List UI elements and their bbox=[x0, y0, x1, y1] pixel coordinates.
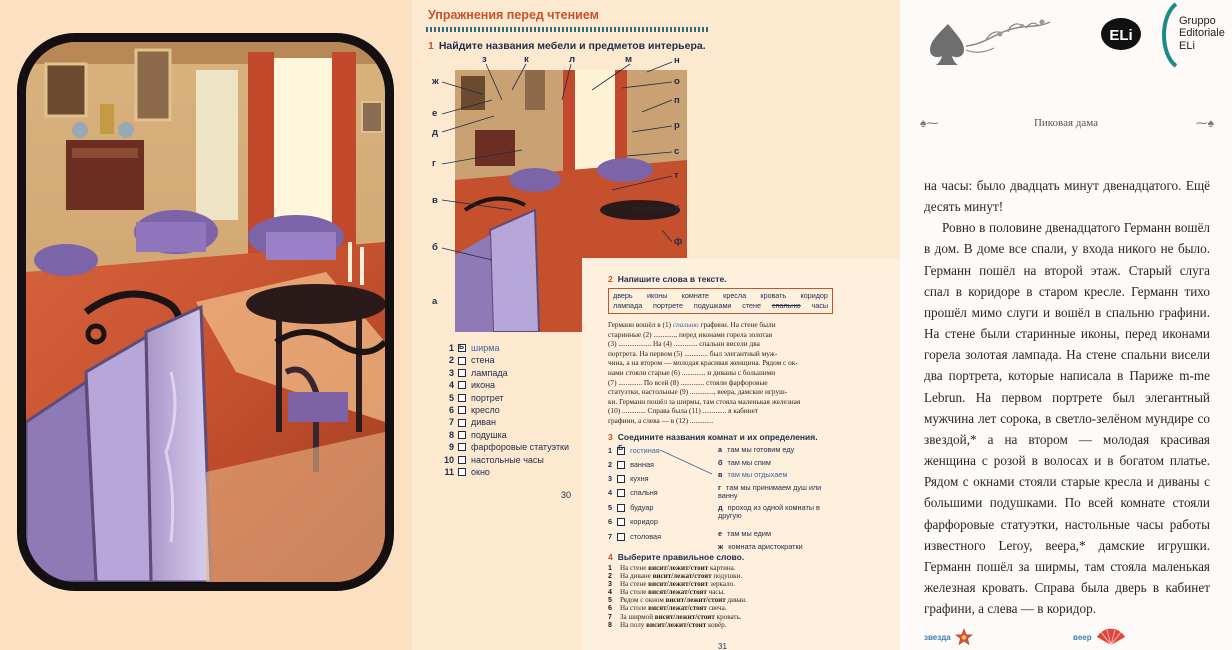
used-word: спальню bbox=[771, 301, 801, 310]
answer-checkbox[interactable] bbox=[458, 406, 466, 414]
answer-checkbox[interactable] bbox=[617, 475, 625, 483]
picture-label: а bbox=[432, 296, 438, 307]
spade-icon: ⁓♠ bbox=[1195, 116, 1214, 130]
answer-checkbox[interactable] bbox=[617, 461, 625, 469]
answer-checkbox[interactable] bbox=[617, 489, 625, 497]
fan-icon bbox=[1096, 628, 1126, 646]
paragraph: на часы: было двадцать минут двенадцатого. Ещё десять минут! bbox=[924, 178, 1210, 215]
list-item: 6 На столе висят/лежат/стоят свеча. bbox=[608, 604, 727, 613]
list-item: 9 фарфоровые статуэтки bbox=[448, 442, 570, 453]
picture-label: м bbox=[625, 54, 633, 65]
picture-label: к bbox=[524, 54, 529, 65]
list-item: 1 На стене висит/лежит/стоит картина. bbox=[608, 564, 736, 572]
word-choice[interactable]: висит/лежит/стоит bbox=[646, 620, 707, 629]
publisher-name: Gruppo Editoriale ELi bbox=[1179, 15, 1225, 52]
picture-label: т bbox=[674, 170, 679, 181]
list-item: 7 За ширмой висит/лежит/стоит кровать. bbox=[608, 612, 742, 621]
answer-checkbox[interactable] bbox=[458, 456, 466, 464]
exercises-2-4-panel bbox=[582, 258, 900, 650]
list-item: 6 кресло bbox=[448, 404, 500, 415]
answer-checkbox[interactable] bbox=[458, 357, 466, 365]
picture-label: у bbox=[674, 202, 680, 213]
room-item: 1 Б гостиная bbox=[608, 446, 660, 455]
word-choice[interactable]: висит/лежит/стоит bbox=[648, 564, 709, 572]
definition-item: б там мы спим bbox=[718, 458, 771, 467]
running-head: Пиковая дама bbox=[1033, 117, 1099, 129]
word-choice[interactable]: висит/лежит/стоит bbox=[654, 612, 715, 621]
answer-checkbox[interactable] bbox=[458, 468, 466, 476]
fill-in-text: Германн вошёл в (1) спальню графини. На стене были старинные (2) ............, перед иконами горела золотая (3) .................. На (4) ............. спальни висели два портрета. На первом (5) ............. был элегантный муж- чина, а на втором — молодая красивая женщина. Рядом с ок- нами стояли старые (6) ............. и диваны с большими (7) ............. По всей (8) ............. стояли фарфоровые статуэтки, настольные (9) ............., веера, дамские игруш- ки. Германн пошёл за ширмы, там стояла маленькая железная (10) ............. Справа была (11) ............. в кабинет графини, а слева — в (12) ............. bbox=[608, 320, 801, 425]
picture-label: с bbox=[674, 146, 680, 157]
list-item: 3 лампада bbox=[448, 367, 508, 378]
gloss-fan: веер bbox=[1073, 628, 1126, 646]
picture-label: л bbox=[569, 54, 576, 65]
bedroom-illustration bbox=[26, 42, 385, 582]
picture-label: з bbox=[482, 54, 487, 65]
definition-item: д проход из одной комнаты в другую bbox=[718, 503, 820, 521]
list-item: 3 На стене висит/лежит/стоит зеркало. bbox=[608, 580, 735, 589]
answer-checkbox[interactable] bbox=[458, 431, 466, 439]
picture-label: н bbox=[674, 55, 680, 66]
list-item: 2 стена bbox=[448, 355, 495, 366]
list-item: 2 На диване висит/лежат/стоят подушки. bbox=[608, 572, 743, 581]
choose-word-exercise bbox=[608, 564, 848, 629]
publisher-arc-icon bbox=[1156, 2, 1178, 68]
list-item: 10 настольные часы bbox=[443, 454, 544, 465]
exercise-number: 1 bbox=[428, 40, 434, 52]
list-item: 4 На столе висят/лежат/стоят часы. bbox=[608, 588, 726, 597]
word-choice[interactable]: висят/лежат/стоят bbox=[648, 604, 707, 613]
word-choice[interactable]: висит/лежат/стоят bbox=[652, 572, 712, 581]
picture-label: ф bbox=[674, 236, 683, 247]
word-choice[interactable]: висит/лежит/стоит bbox=[648, 580, 709, 589]
room-item: 7 столовая bbox=[608, 532, 662, 541]
picture-label: о bbox=[674, 76, 680, 87]
room-item: 6 коридор bbox=[608, 517, 658, 526]
exercise-4-title: 4 Выберите правильное слово. bbox=[608, 552, 745, 562]
room-item: 3 кухня bbox=[608, 474, 649, 483]
picture-label: в bbox=[432, 195, 438, 206]
picture-label: п bbox=[674, 95, 680, 106]
answer-checkbox[interactable] bbox=[458, 344, 466, 352]
exercise-1-title bbox=[428, 40, 706, 52]
section-heading: Упражнения перед чтением bbox=[428, 8, 599, 22]
room-item: 4 спальня bbox=[608, 488, 658, 497]
answer-checkbox[interactable] bbox=[458, 369, 466, 377]
list-item: 5 Рядом с окном висит/лежит/стоит диван. bbox=[608, 596, 747, 605]
answer-checkbox[interactable] bbox=[617, 447, 625, 455]
answer-checkbox[interactable] bbox=[458, 419, 466, 427]
exercise-instruction: Найдите названия мебели и предметов интерьера. bbox=[438, 40, 706, 52]
spade-icon: ♠⁓ bbox=[920, 116, 939, 130]
word-bank: дверь иконы комнате кресла кровать коридор лампада портрете подушками стене спальню часы bbox=[608, 288, 833, 314]
list-item: 4 икона bbox=[448, 380, 496, 391]
picture-label: г bbox=[432, 158, 436, 169]
exercise-3-title: 3 Соедините названия комнат и их определения. bbox=[608, 432, 818, 442]
answer-blank[interactable]: спальню bbox=[672, 320, 699, 329]
spade-ornament-icon bbox=[926, 10, 1056, 66]
picture-label: ж bbox=[432, 76, 439, 87]
answer-checkbox[interactable] bbox=[617, 533, 625, 541]
word-choice[interactable]: висит/лежит/стоит bbox=[665, 596, 726, 605]
illustration-frame bbox=[17, 33, 394, 591]
answer-checkbox[interactable] bbox=[617, 518, 625, 526]
illustration-page bbox=[0, 0, 412, 650]
room-item: 5 будуар bbox=[608, 503, 654, 512]
list-item: 8 На полу висит/лежит/стоит ковёр. bbox=[608, 620, 727, 629]
definition-item: ж комната аристократки bbox=[718, 542, 803, 551]
eli-logo bbox=[1100, 16, 1142, 52]
logo-lettering: ELi bbox=[1109, 27, 1133, 44]
exercises-page bbox=[412, 0, 900, 650]
story-page bbox=[900, 0, 1232, 650]
story-text bbox=[924, 175, 1210, 619]
answer-checkbox[interactable] bbox=[458, 381, 466, 389]
exercise-2-title: 2 Напишите слова в тексте. bbox=[608, 274, 727, 284]
list-item: 8 подушка bbox=[448, 429, 507, 440]
list-item: 5 портрет bbox=[448, 392, 504, 403]
definition-item: г там мы принимаем душ или ванну bbox=[718, 483, 822, 501]
definition-item: а там мы готовим еду bbox=[718, 445, 795, 454]
picture-label: р bbox=[674, 120, 680, 131]
word-choice[interactable]: висят/лежат/стоят bbox=[648, 588, 707, 597]
vocabulary-list bbox=[440, 342, 569, 478]
picture-label: д bbox=[432, 127, 439, 138]
answer-checkbox[interactable] bbox=[617, 504, 625, 512]
picture-label: е bbox=[432, 108, 438, 119]
list-item: 1 Б ширма bbox=[440, 342, 569, 354]
heading-rule bbox=[426, 27, 708, 32]
room-item: 2 ванная bbox=[608, 460, 654, 469]
definition-item: в там мы отдыхаем bbox=[718, 470, 788, 479]
page-number: 30 bbox=[561, 490, 572, 500]
page-number: 31 bbox=[718, 642, 727, 650]
picture-label: б bbox=[432, 242, 438, 253]
answer-checkbox[interactable] bbox=[458, 443, 466, 451]
star-icon bbox=[955, 628, 973, 646]
answer-checkbox[interactable] bbox=[458, 394, 466, 402]
definition-item: е там мы едим bbox=[718, 529, 771, 538]
list-item: 7 диван bbox=[448, 417, 496, 428]
list-item: 11 окно bbox=[444, 466, 490, 477]
gloss-star: звезда bbox=[924, 628, 973, 646]
paragraph: Ровно в половине двенадцатого Германн вошёл в дом. В доме все спали, у входа никого не было. Германн пошёл на второй этаж. Старый слуга спал в коридоре в старом кресле. Германн тихо прошёл мимо слуги и вошёл в спальню графини. На стене были старинные иконы, перед иконами горела золотая лампада. На стене спальни висели два портрета, которые написала в Париже m-me Lebrun. На первом портрете был элегантный мужчина лет сорока, в светло-зелёном мундире со звездой,* а на втором — молодая красивая женщина с розой в волосах и в богатом платье. Рядом с окнами стояли старые кресла и диваны с большими подушками. По всей комнате стояли фарфоровые статуэтки, настольные часы работы известного Leroy, веера,* дамские игрушки. Германн пошёл за ширмы, там стояла маленькая железная кровать. Справа была дверь в кабинет графини, а слева — в коридор. bbox=[924, 220, 1210, 617]
